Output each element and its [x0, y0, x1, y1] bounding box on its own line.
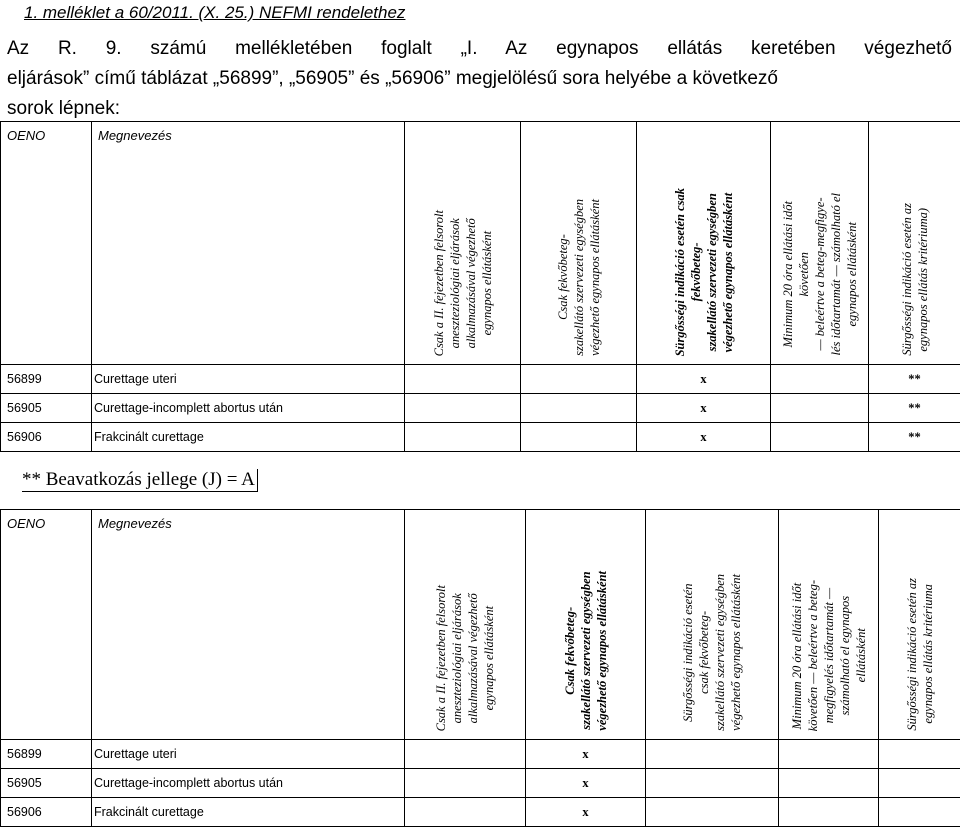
row-mark: [771, 394, 869, 423]
table-row: [1, 423, 960, 452]
procedures-table-new: [0, 509, 960, 827]
footnote: ** Beavatkozás jellege (J) = A: [22, 469, 258, 492]
row-mark: [405, 394, 521, 423]
header-emergency-criterion: Sürgősségi indikáció esetén az egynapos ellátás kritériuma: [879, 510, 960, 740]
table-row: [1, 769, 960, 798]
header-inpatient-only: Csak fekvőbeteg- szakellátó szervezeti egységben végezhető egynapos ellátásként: [521, 122, 637, 365]
row-mark: [771, 365, 869, 394]
row-mark: [646, 740, 779, 769]
header-emergency-criterion: Sürgősségi indikáció esetén az egynapos ellátás kritériuma): [869, 122, 960, 365]
row-mark: [521, 423, 637, 452]
row-mark: [521, 394, 637, 423]
row-mark: [879, 740, 960, 769]
row-mark: [879, 769, 960, 798]
header-emergency-inpatient: Sürgősségi indikáció esetén csak fekvőbeteg- szakellátó szervezeti egységben végezhető egynapos ellátásként: [637, 122, 771, 365]
header-code: OENO: [1, 510, 92, 740]
row-mark: **: [869, 365, 960, 394]
header-anesthesia-only: Csak a II. fejezetben felsorolt aneszteziológiai eljárások alkalmazásával végezhető egynapos ellátásként: [405, 122, 521, 365]
row-mark: [405, 423, 521, 452]
row-code: 56905: [1, 769, 92, 798]
row-mark: [405, 740, 526, 769]
row-mark: [779, 798, 879, 827]
row-code: 56899: [1, 365, 92, 394]
intro-line: Az R. 9. számú mellékletében foglalt „I. Az egynapos ellátás keretében végezhető: [7, 38, 952, 59]
procedures-table-old: [0, 121, 960, 452]
row-mark: x: [637, 394, 771, 423]
row-mark: x: [526, 740, 646, 769]
table-row: [1, 365, 960, 394]
table-header-row: [1, 122, 960, 365]
row-mark: [405, 769, 526, 798]
row-name: Curettage-incomplett abortus után: [92, 769, 405, 798]
intro-paragraph: [7, 34, 952, 124]
row-code: 56906: [1, 423, 92, 452]
header-min-20-hours: Minimum 20 óra ellátási időt követően — beleértve a beteg- megfigyelés időtartamát — számolható el egynapos ellátásként: [779, 510, 879, 740]
header-name: Megnevezés: [92, 510, 405, 740]
header-anesthesia-only: Csak a II. fejezetben felsorolt aneszteziológiai eljárások alkalmazásával végezhető egynapos ellátásként: [405, 510, 526, 740]
document-title: 1. melléklet a 60/2011. (X. 25.) NEFMI rendelethez: [24, 3, 406, 22]
row-mark: [405, 798, 526, 827]
table-row: [1, 740, 960, 769]
table-header-row: [1, 510, 960, 740]
row-name: Curettage uteri: [92, 740, 405, 769]
row-mark: [771, 423, 869, 452]
header-emergency-inpatient: Sürgősségi indikáció esetén csak fekvőbeteg- szakellátó szervezeti egységben végezhető egynapos ellátásként: [646, 510, 779, 740]
row-code: 56906: [1, 798, 92, 827]
row-mark: [879, 798, 960, 827]
header-inpatient-only: Csak fekvőbeteg- szakellátó szervezeti egységben végezhető egynapos ellátásként: [526, 510, 646, 740]
row-name: Curettage-incomplett abortus után: [92, 394, 405, 423]
row-mark: **: [869, 394, 960, 423]
row-mark: [521, 365, 637, 394]
row-mark: x: [526, 798, 646, 827]
intro-line: eljárások” című táblázat „56899”, „56905” és „56906” megjelölésű sora helyébe a következő: [7, 68, 778, 89]
row-code: 56899: [1, 740, 92, 769]
intro-line: sorok lépnek:: [7, 98, 121, 119]
table-row: [1, 798, 960, 827]
row-name: Frakcinált curettage: [92, 798, 405, 827]
table-row: [1, 394, 960, 423]
row-mark: [646, 769, 779, 798]
row-mark: [646, 798, 779, 827]
row-mark: x: [637, 423, 771, 452]
row-mark: x: [526, 769, 646, 798]
row-mark: **: [869, 423, 960, 452]
row-mark: [405, 365, 521, 394]
row-mark: x: [637, 365, 771, 394]
row-code: 56905: [1, 394, 92, 423]
row-mark: [779, 769, 879, 798]
row-mark: [779, 740, 879, 769]
header-min-20-hours: Minimum 20 óra ellátási időt követően — beleértve a beteg-megfigye- lés időtartamát — számolható el egynapos ellátásként: [771, 122, 869, 365]
row-name: Curettage uteri: [92, 365, 405, 394]
header-code: OENO: [1, 122, 92, 365]
row-name: Frakcinált curettage: [92, 423, 405, 452]
header-name: Megnevezés: [92, 122, 405, 365]
